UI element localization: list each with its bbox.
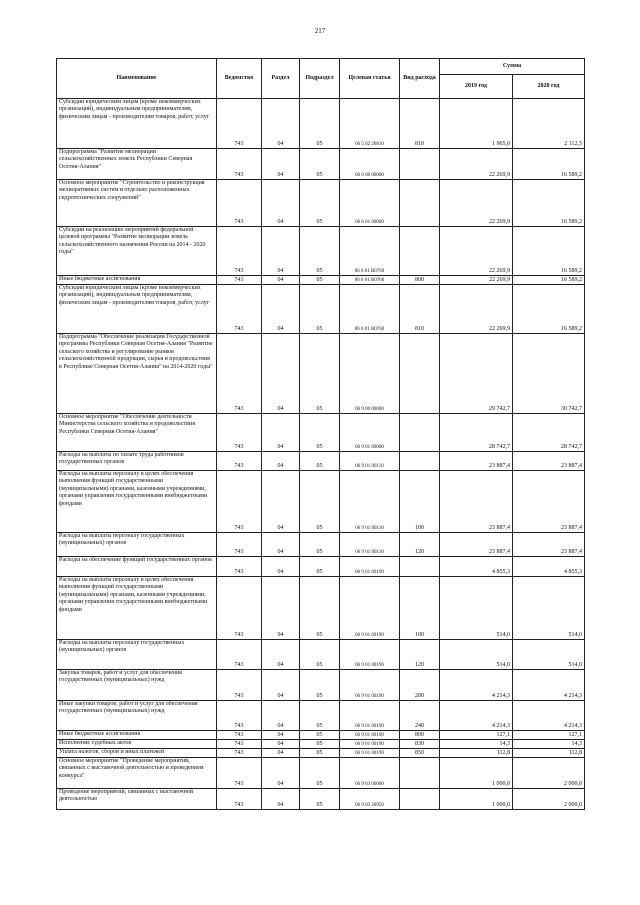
table-row: [57, 99, 585, 149]
cell-section: 04: [262, 149, 300, 180]
cell-subsection: 05: [300, 227, 340, 276]
cell-dept: 743: [217, 758, 262, 789]
cell-dept: 743: [217, 640, 262, 670]
cell-2020: 16 589,2: [513, 180, 585, 227]
cell-2019: 1 000,0: [440, 758, 513, 789]
cell-name: Уплата налогов, сборов и иных платежей: [57, 749, 217, 758]
cell-2020: 112,8: [513, 749, 585, 758]
table-row: [57, 285, 585, 334]
cell-target: 06 9 03 20950: [340, 789, 400, 810]
cell-subsection: 05: [300, 149, 340, 180]
header-section: Раздел: [262, 59, 300, 99]
cell-2020: 30 742,7: [513, 334, 585, 414]
cell-2019: 23 887,4: [440, 452, 513, 471]
cell-target: 06 9 01 00000: [340, 414, 400, 452]
cell-section: 04: [262, 334, 300, 414]
cell-target: 06 9 01 00190: [340, 749, 400, 758]
cell-section: 04: [262, 533, 300, 557]
cell-2020: 14,3: [513, 740, 585, 749]
cell-target: 06 9 01 00110: [340, 533, 400, 557]
cell-subsection: 05: [300, 731, 340, 740]
cell-target: 06 6 00 00000: [340, 149, 400, 180]
cell-subsection: 05: [300, 471, 340, 533]
cell-subsection: 05: [300, 180, 340, 227]
cell-2020: 16 589,2: [513, 149, 585, 180]
cell-2020: 23 887,4: [513, 533, 585, 557]
table-row: [57, 670, 585, 701]
cell-subsection: 05: [300, 670, 340, 701]
cell-subsection: 05: [300, 533, 340, 557]
cell-dept: 743: [217, 557, 262, 577]
table-row: [57, 533, 585, 557]
cell-2020: 2 000,0: [513, 789, 585, 810]
cell-name: Подпрограмма "Обеспечение реализации Государственной программы Республики Северная Осетия-Алания "Развитие сельского хозяйства и регулирование рынков сельскохозяйственной продукции, сырья и продовольствия в Республике Северная Осетия-Алания" на 2014-2020 годы": [57, 334, 217, 414]
table-row: [57, 276, 585, 285]
cell-target: 06 9 01 00190: [340, 731, 400, 740]
cell-2019: 22 269,9: [440, 276, 513, 285]
cell-expense: 100: [400, 471, 440, 533]
cell-subsection: 05: [300, 334, 340, 414]
cell-2019: 22 269,9: [440, 149, 513, 180]
cell-subsection: 05: [300, 740, 340, 749]
cell-section: 04: [262, 414, 300, 452]
cell-expense: [400, 149, 440, 180]
cell-target: 06 9 01 00190: [340, 557, 400, 577]
cell-2019: 14,3: [440, 740, 513, 749]
cell-target: 06 6 01 R0760: [340, 276, 400, 285]
cell-target: 06 6 01 00000: [340, 180, 400, 227]
cell-name: Основное мероприятие "Обеспечение деятельности Министерства сельского хозяйства и продовольствия Республики Северная Осетия-Алания": [57, 414, 217, 452]
cell-expense: [400, 557, 440, 577]
cell-subsection: 05: [300, 557, 340, 577]
cell-subsection: 05: [300, 414, 340, 452]
cell-subsection: 05: [300, 99, 340, 149]
table-row: [57, 640, 585, 670]
table-row: [57, 180, 585, 227]
cell-dept: 743: [217, 533, 262, 557]
cell-name: Подпрограмма "Развитие мелиорации сельскохозяйственных земель Республики Северная Осетия-Алания": [57, 149, 217, 180]
cell-target: 06 6 01 R0760: [340, 227, 400, 276]
cell-dept: 743: [217, 577, 262, 640]
cell-dept: 743: [217, 731, 262, 740]
cell-subsection: 05: [300, 285, 340, 334]
header-target: Целевая статья: [340, 59, 400, 99]
header-2019: 2019 год: [440, 75, 513, 99]
cell-name: Расходы на выплаты по оплате труда работников государственных органов: [57, 452, 217, 471]
cell-2019: 23 887,4: [440, 533, 513, 557]
cell-subsection: 05: [300, 758, 340, 789]
cell-2020: 16 589,2: [513, 276, 585, 285]
cell-dept: 743: [217, 452, 262, 471]
cell-target: 06 9 01 00190: [340, 577, 400, 640]
cell-2019: 28 742,7: [440, 414, 513, 452]
cell-name: Субсидии на реализацию мероприятий федеральной целевой программы "Развитие мелиорации земель сельскохозяйственного назначения России на 2014 - 2020 годы": [57, 227, 217, 276]
table-row: [57, 557, 585, 577]
cell-name: Основное мероприятие "Строительство и реконструкция мелиоративных систем и отдельно расположенных гидротехнических сооружений": [57, 180, 217, 227]
cell-expense: 120: [400, 640, 440, 670]
cell-2020: 4 855,3: [513, 557, 585, 577]
cell-name: Проведение мероприятий, связанных с выставочной деятельностью: [57, 789, 217, 810]
cell-name: Субсидии юридическим лицам (кроме некоммерческих организаций), индивидуальным предпринимателям, физическим лицам - производителям товаров, работ, услуг: [57, 285, 217, 334]
cell-expense: 200: [400, 670, 440, 701]
cell-2019: 514,0: [440, 577, 513, 640]
cell-expense: 240: [400, 701, 440, 731]
cell-2019: 23 887,4: [440, 471, 513, 533]
cell-dept: 743: [217, 285, 262, 334]
cell-dept: 743: [217, 149, 262, 180]
cell-name: Расходы на выплаты персоналу государственных (муниципальных) органов: [57, 640, 217, 670]
cell-section: 04: [262, 701, 300, 731]
cell-subsection: 05: [300, 789, 340, 810]
cell-target: 06 9 01 00190: [340, 701, 400, 731]
table-row: [57, 749, 585, 758]
cell-subsection: 05: [300, 749, 340, 758]
cell-name: Исполнение судебных актов: [57, 740, 217, 749]
cell-dept: 743: [217, 471, 262, 533]
cell-section: 04: [262, 740, 300, 749]
cell-name: Иные бюджетные ассигнования: [57, 276, 217, 285]
cell-2020: 2 000,0: [513, 758, 585, 789]
cell-name: Основное мероприятие "Проведение мероприятий, связанных с выставочной деятельностью и проведением конкурса": [57, 758, 217, 789]
cell-section: 04: [262, 577, 300, 640]
cell-section: 04: [262, 180, 300, 227]
cell-2020: 16 589,2: [513, 227, 585, 276]
cell-section: 04: [262, 557, 300, 577]
table-row: [57, 701, 585, 731]
cell-subsection: 05: [300, 276, 340, 285]
table-row: [57, 731, 585, 740]
cell-section: 04: [262, 227, 300, 276]
cell-2019: 4 214,3: [440, 670, 513, 701]
cell-dept: 743: [217, 276, 262, 285]
cell-section: 04: [262, 99, 300, 149]
cell-section: 04: [262, 452, 300, 471]
cell-expense: [400, 452, 440, 471]
cell-2020: 2 112,5: [513, 99, 585, 149]
cell-target: 06 5 02 20810: [340, 99, 400, 149]
cell-2019: 1 965,0: [440, 99, 513, 149]
cell-2019: 22 269,9: [440, 227, 513, 276]
cell-section: 04: [262, 758, 300, 789]
cell-dept: 743: [217, 740, 262, 749]
cell-target: 06 9 03 00000: [340, 758, 400, 789]
cell-expense: 810: [400, 99, 440, 149]
cell-section: 04: [262, 789, 300, 810]
cell-target: 06 9 00 00000: [340, 334, 400, 414]
cell-section: 04: [262, 749, 300, 758]
cell-section: 04: [262, 640, 300, 670]
header-sum: Сумма: [440, 59, 585, 75]
cell-subsection: 05: [300, 577, 340, 640]
cell-2020: 23 887,4: [513, 471, 585, 533]
cell-dept: 743: [217, 701, 262, 731]
cell-dept: 743: [217, 414, 262, 452]
cell-2019: 29 742,7: [440, 334, 513, 414]
table-row: [57, 789, 585, 810]
cell-2019: 22 269,9: [440, 180, 513, 227]
cell-expense: 830: [400, 740, 440, 749]
table-row: [57, 414, 585, 452]
header-dept: Ведомство: [217, 59, 262, 99]
table-row: [57, 758, 585, 789]
cell-dept: 743: [217, 670, 262, 701]
cell-expense: [400, 227, 440, 276]
cell-target: 06 9 01 00110: [340, 471, 400, 533]
cell-section: 04: [262, 276, 300, 285]
header-subsection: Подраздел: [300, 59, 340, 99]
cell-subsection: 05: [300, 640, 340, 670]
cell-2020: 16 589,2: [513, 285, 585, 334]
cell-dept: 743: [217, 749, 262, 758]
cell-2020: 4 214,3: [513, 701, 585, 731]
header-name: Наименование: [57, 59, 217, 99]
cell-2019: 127,1: [440, 731, 513, 740]
cell-2019: 112,8: [440, 749, 513, 758]
cell-section: 04: [262, 670, 300, 701]
cell-2020: 28 742,7: [513, 414, 585, 452]
cell-name: Расходы на выплаты персоналу в целях обеспечения выполнения функций государственными (муниципальными) органами, казенными учреждениями, органами управления государственными внебюджетными фондами: [57, 471, 217, 533]
cell-subsection: 05: [300, 452, 340, 471]
cell-expense: [400, 180, 440, 227]
cell-expense: [400, 789, 440, 810]
cell-name: Расходы на выплаты персоналу государственных (муниципальных) органов: [57, 533, 217, 557]
header-expense: Вид расхода: [400, 59, 440, 99]
cell-2019: 4 855,3: [440, 557, 513, 577]
budget-table: [56, 58, 585, 810]
cell-2020: 514,0: [513, 577, 585, 640]
cell-2020: 23 887,4: [513, 452, 585, 471]
cell-name: Иные бюджетные ассигнования: [57, 731, 217, 740]
cell-dept: 743: [217, 180, 262, 227]
cell-section: 04: [262, 731, 300, 740]
cell-2019: 1 000,0: [440, 789, 513, 810]
cell-target: 06 9 01 00190: [340, 670, 400, 701]
cell-2020: 514,0: [513, 640, 585, 670]
page-number: 217: [314, 27, 326, 35]
cell-name: Субсидии юридическим лицам (кроме некоммерческих организаций), индивидуальным предпринимателям, физическим лицам - производителям товаров, работ, услуг: [57, 99, 217, 149]
cell-subsection: 05: [300, 701, 340, 731]
cell-expense: 800: [400, 731, 440, 740]
cell-name: Иные закупки товаров, работ и услуг для обеспечения государственных (муниципальных) нужд: [57, 701, 217, 731]
cell-dept: 743: [217, 789, 262, 810]
cell-2020: 4 214,3: [513, 670, 585, 701]
cell-dept: 743: [217, 99, 262, 149]
cell-expense: 850: [400, 749, 440, 758]
cell-dept: 743: [217, 334, 262, 414]
cell-expense: [400, 758, 440, 789]
cell-target: 06 9 01 00110: [340, 452, 400, 471]
table-row: [57, 227, 585, 276]
cell-expense: [400, 334, 440, 414]
cell-target: 06 6 01 R0760: [340, 285, 400, 334]
cell-dept: 743: [217, 227, 262, 276]
cell-name: Расходы на обеспечение функций государственных органов: [57, 557, 217, 577]
cell-section: 04: [262, 285, 300, 334]
table-row: [57, 577, 585, 640]
cell-expense: 810: [400, 285, 440, 334]
cell-target: 06 9 01 00190: [340, 740, 400, 749]
table-row: [57, 471, 585, 533]
cell-expense: 100: [400, 577, 440, 640]
table-row: [57, 334, 585, 414]
table-row: [57, 740, 585, 749]
cell-expense: [400, 414, 440, 452]
cell-expense: 120: [400, 533, 440, 557]
cell-expense: 800: [400, 276, 440, 285]
cell-section: 04: [262, 471, 300, 533]
cell-2019: 514,0: [440, 640, 513, 670]
cell-2019: 22 269,9: [440, 285, 513, 334]
cell-2019: 4 214,3: [440, 701, 513, 731]
table-row: [57, 149, 585, 180]
cell-2020: 127,1: [513, 731, 585, 740]
cell-name: Закупка товаров, работ и услуг для обеспечения государственных (муниципальных) нужд: [57, 670, 217, 701]
cell-name: Расходы на выплаты персоналу в целях обеспечения выполнения функций государственными (муниципальными) органами, казенными учреждениями, органами управления государственными внебюджетными фондами: [57, 577, 217, 640]
table-row: [57, 452, 585, 471]
header-2020: 2020 год: [513, 75, 585, 99]
cell-target: 06 9 01 00190: [340, 640, 400, 670]
